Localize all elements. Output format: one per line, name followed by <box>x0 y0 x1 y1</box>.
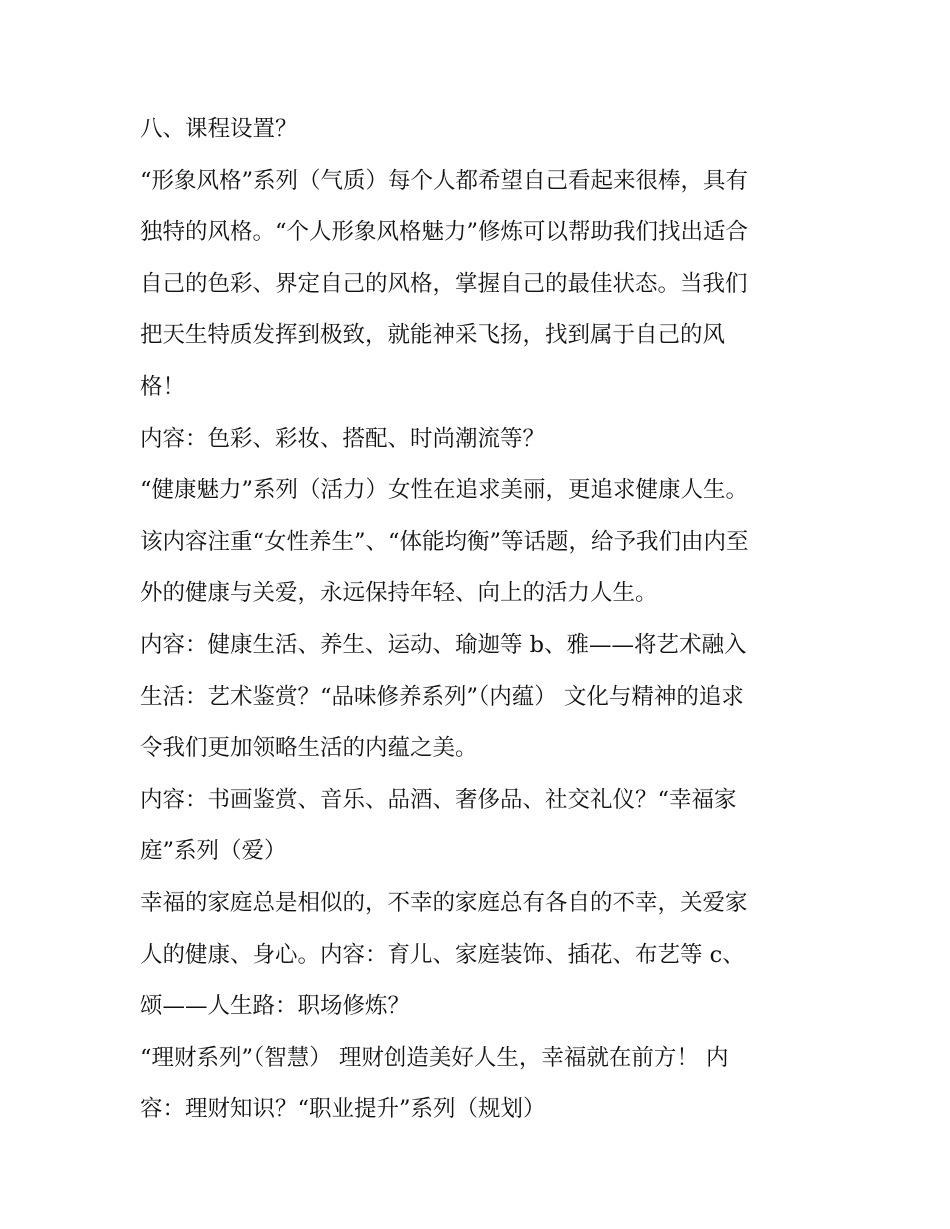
text-line: 容：理财知识？“职业提升”系列（规划） <box>140 1096 546 1123</box>
text-line: 八、课程设置？ <box>140 116 298 142</box>
text-line: 独特的风格。“个人形象风格魅力”修炼可以帮助我们找出适合 <box>140 219 749 246</box>
text-line: 格！ <box>140 373 186 400</box>
text-line: 内容：色彩、彩妆、搭配、时尚潮流等？ <box>140 425 546 452</box>
text-line: 令我们更加领略生活的内蕴之美。 <box>140 735 478 762</box>
text-line: 内容：书画鉴赏、音乐、品酒、奢侈品、社交礼仪？“幸福家 <box>140 786 737 813</box>
text-line: “形象风格”系列（气质）每个人都希望自己看起来很棒，具有 <box>140 167 749 194</box>
text-line: 该内容注重“女性养生”、“体能均衡”等话题，给予我们由内至 <box>140 528 749 555</box>
text-line: 内容：健康生活、养生、运动、瑜迦等 b、雅——将艺术融入 <box>140 631 747 658</box>
text-line: 庭”系列（爱） <box>140 838 287 865</box>
text-line: “健康魅力”系列（活力）女性在追求美丽，更追求健康人生。 <box>140 477 749 504</box>
text-line: 颂——人生路：职场修炼？ <box>140 993 411 1020</box>
document-text-body <box>140 104 820 1136</box>
text-line: 自己的色彩、界定自己的风格，掌握自己的最佳状态。当我们 <box>140 270 748 297</box>
text-line: 外的健康与关爱，永远保持年轻、向上的活力人生。 <box>140 580 658 607</box>
text-line: “理财系列”（智慧） 理财创造美好人生，幸福就在前方！ 内 <box>140 1044 729 1071</box>
text-line: 幸福的家庭总是相似的，不幸的家庭总有各自的不幸，关爱家 <box>140 889 748 916</box>
text-line: 把天生特质发挥到极致，就能神采飞扬，找到属于自己的风 <box>140 322 726 349</box>
text-line: 人的健康、身心。内容：育儿、家庭装饰、插花、布艺等 c、 <box>140 941 745 968</box>
text-line: 生活：艺术鉴赏？“品味修养系列”（内蕴） 文化与精神的追求 <box>140 683 744 710</box>
